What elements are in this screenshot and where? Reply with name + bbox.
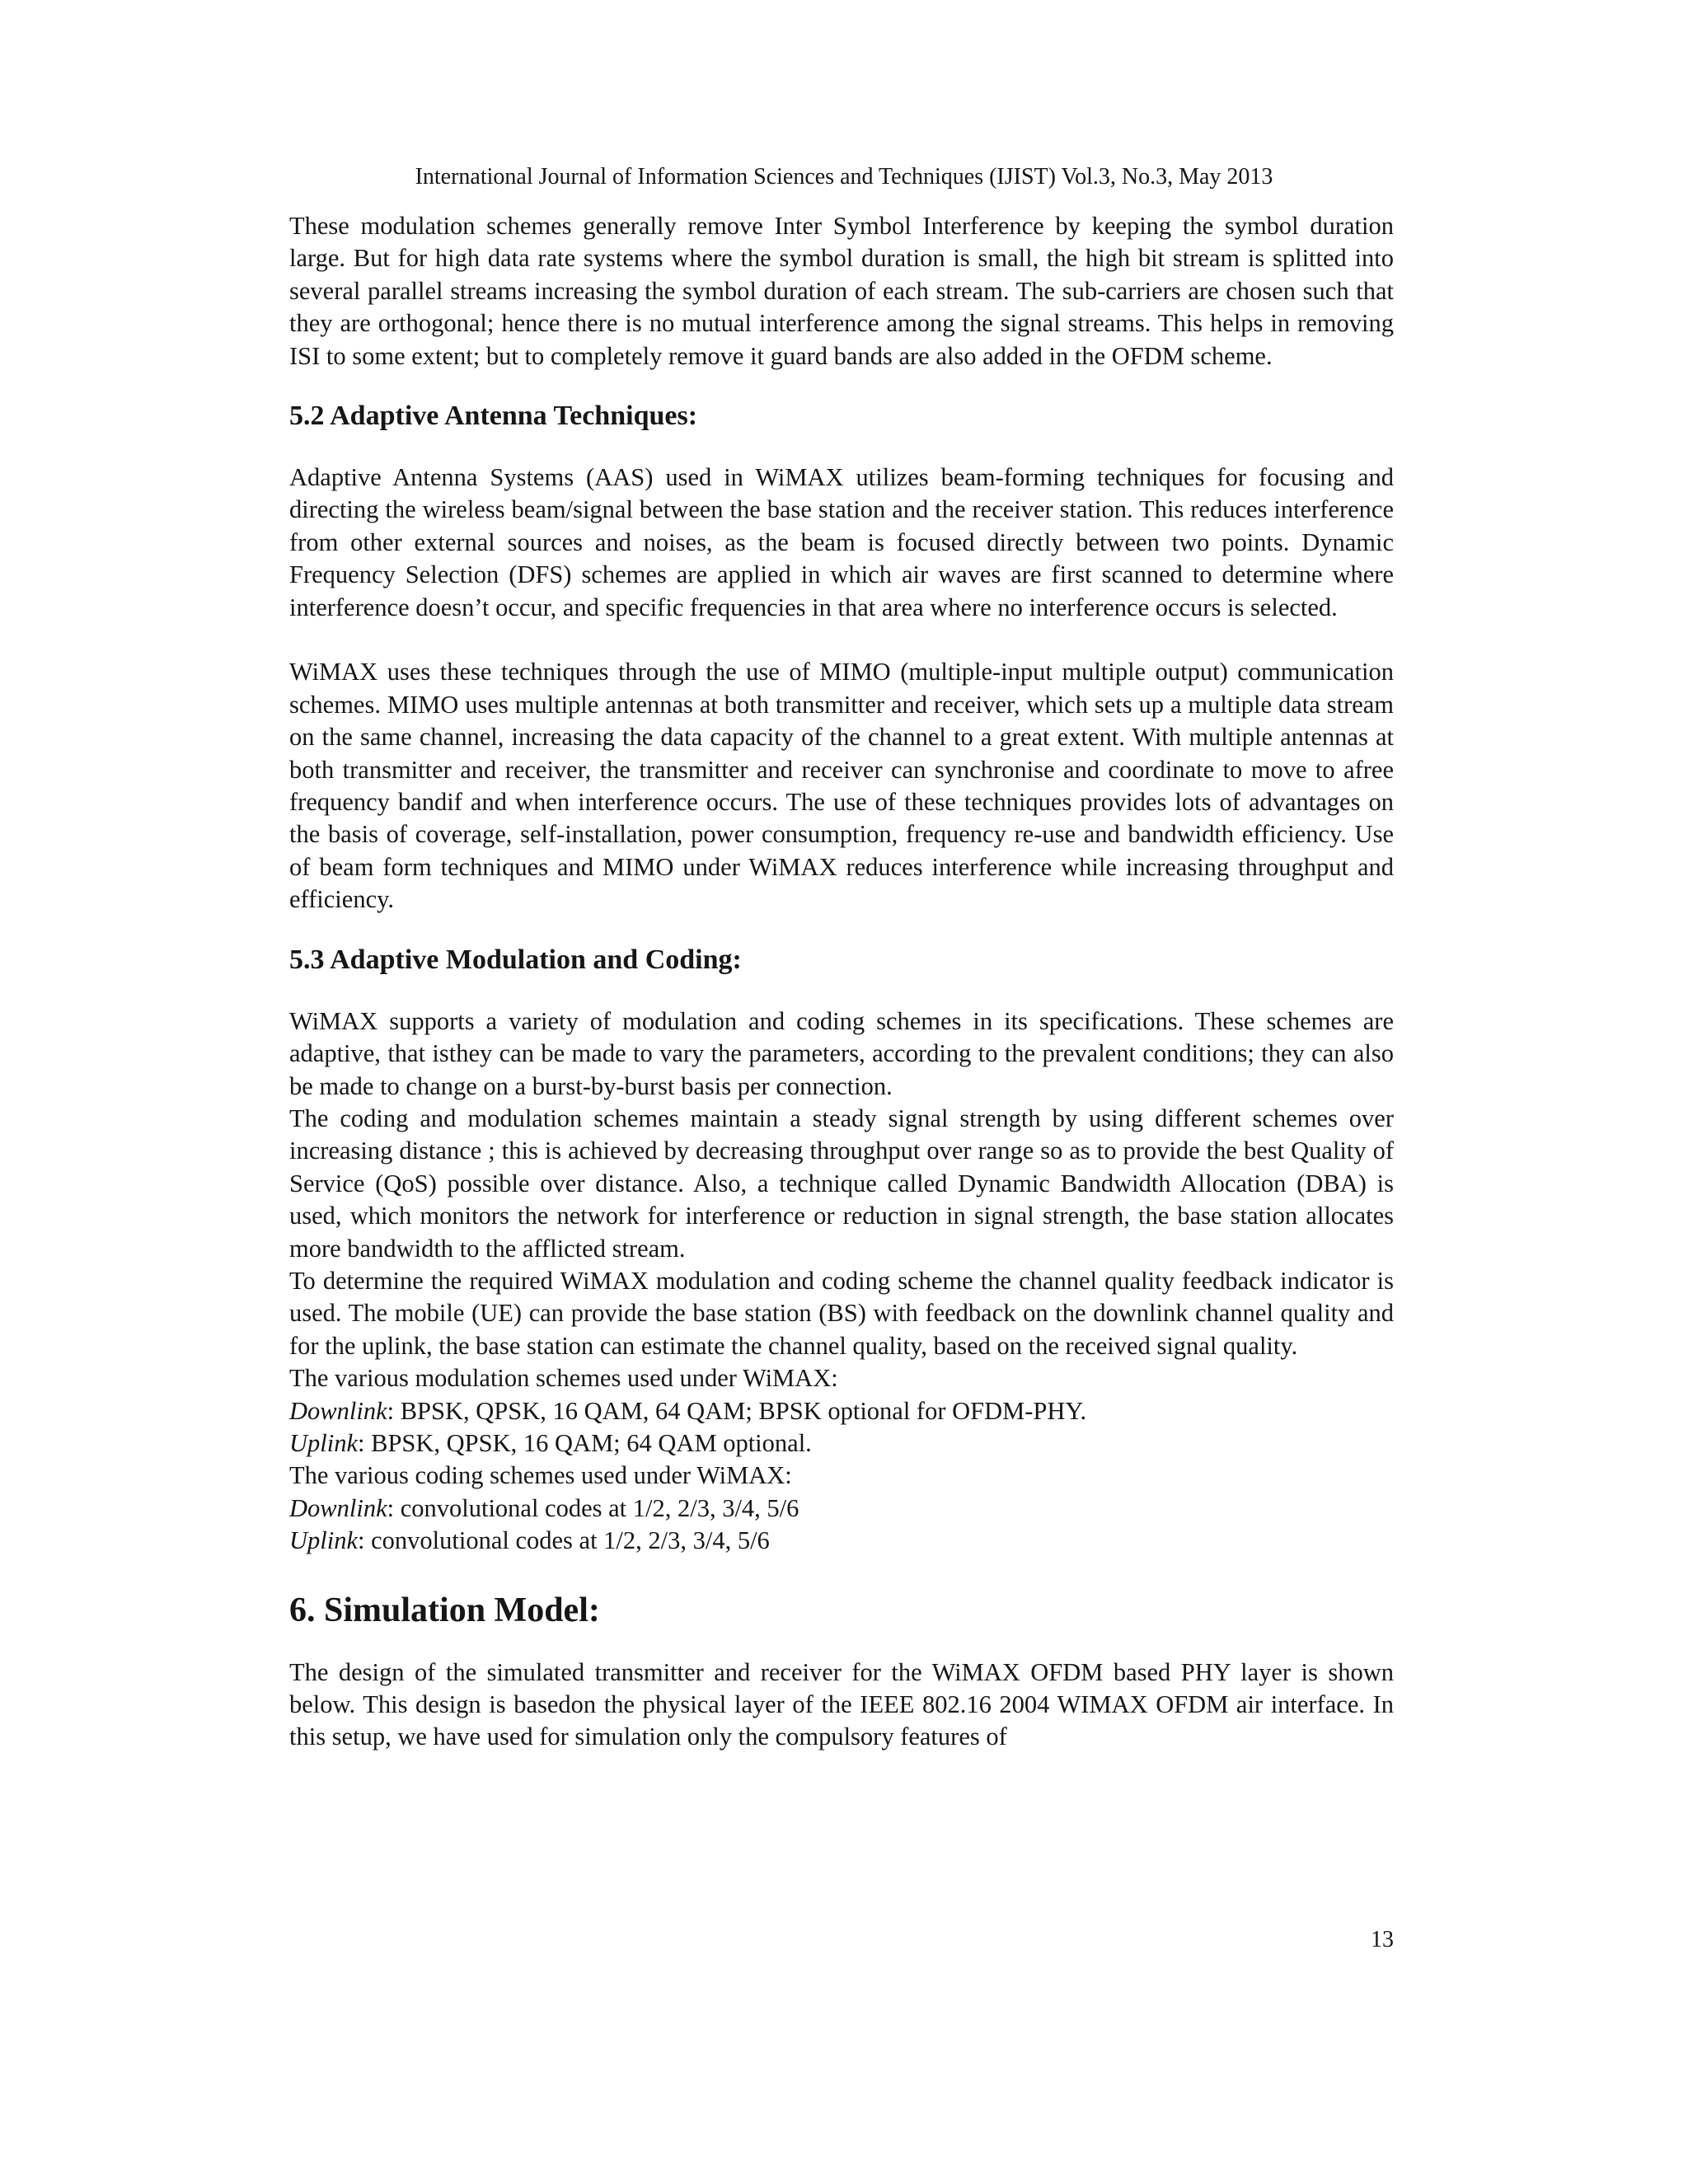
section-5-2-paragraph-2: WiMAX uses these techniques through the use of MIMO (multiple-input multiple output) communication schemes. MIMO uses multiple antennas at both transmitter and receiver, which sets up a multiple data stream on the same channel, increasing the data capacity of the channel to a great extent. With multiple antennas at both transmitter and receiver, the transmitter and receiver can synchronise and coordinate to move to afree frequency bandif and when interference occurs. The use of these techniques provides lots of advantages on the basis of coverage, self-installation, power consumption, frequency re-use and bandwidth efficiency. Use of beam form techniques and MIMO under WiMAX reduces interference while increasing throughput and efficiency.	[289, 658, 1394, 914]
section-6-heading: 6. Simulation Model:	[289, 1591, 600, 1629]
section-5-2-paragraph-1: Adaptive Antenna Systems (AAS) used in WiMAX utilizes beam-forming techniques for focusing and directing the wireless beam/signal between the base station and the receiver station. This reduces interference from other external sources and noises, as the beam is focused directly between two points. Dynamic Frequency Selection (DFS) schemes are applied in which air waves are first scanned to determine where interference doesn’t occur, and specific frequencies in that area where no interference occurs is selected.	[289, 463, 1394, 621]
coding-uplink-text: : convolutional codes at 1/2, 2/3, 3/4, 5/6	[358, 1526, 770, 1555]
page-content	[289, 210, 1394, 1754]
modulation-downlink-text: : BPSK, QPSK, 16 QAM, 64 QAM; BPSK optional for OFDM-PHY.	[387, 1396, 1087, 1425]
modulation-downlink-line	[289, 1395, 1394, 1427]
modulation-uplink-label: Uplink	[289, 1428, 359, 1457]
coding-schemes-intro: The various coding schemes used under WiMAX:	[289, 1461, 792, 1490]
section-5-3-heading: 5.3 Adaptive Modulation and Coding:	[289, 944, 742, 975]
page-number: 13	[1371, 1927, 1394, 1952]
modulation-downlink-label: Downlink	[289, 1396, 387, 1425]
coding-downlink-line	[289, 1493, 1394, 1525]
coding-downlink-label: Downlink	[289, 1493, 387, 1522]
section-5-2-heading: 5.2 Adaptive Antenna Techniques:	[289, 401, 698, 432]
running-header: International Journal of Information Sciences and Techniques (IJIST) Vol.3, No.3, May 2013	[415, 164, 1273, 190]
section-5-3-paragraph-1: WiMAX supports a variety of modulation and coding schemes in its specifications. These schemes are adaptive, that isthey can be made to vary the parameters, according to the prevalent conditions; they can also be made to change on a burst-by-burst basis per connection.	[289, 1006, 1394, 1100]
coding-uplink-line	[289, 1525, 1394, 1557]
intro-paragraph: These modulation schemes generally remove Inter Symbol Interference by keeping the symbol duration large. But for high data rate systems where the symbol duration is small, the high bit stream is splitted into several parallel streams increasing the symbol duration of each stream. The sub-carriers are chosen such that they are orthogonal; hence there is no mutual interference among the signal streams. This helps in removing ISI to some extent; but to completely remove it guard bands are also added in the OFDM scheme.	[289, 212, 1394, 370]
modulation-uplink-line	[289, 1427, 1394, 1460]
section-6-paragraph-1: The design of the simulated transmitter and receiver for the WiMAX OFDM based PHY layer is shown below. This design is basedon the physical layer of the IEEE 802.16 2004 WIMAX OFDM air interface. In this setup, we have used for simulation only the compulsory features of	[289, 1657, 1394, 1751]
modulation-uplink-text: : BPSK, QPSK, 16 QAM; 64 QAM optional.	[358, 1428, 812, 1457]
coding-uplink-label: Uplink	[289, 1526, 359, 1555]
section-5-3-paragraph-2: The coding and modulation schemes maintain a steady signal strength by using different schemes over increasing distance ; this is achieved by decreasing throughput over range so as to provide the best Quality of Service (QoS) possible over distance. Also, a technique called Dynamic Bandwidth Allocation (DBA) is used, which monitors the network for interference or reduction in signal strength, the base station allocates more bandwidth to the afflicted stream.	[289, 1104, 1394, 1263]
coding-downlink-text: : convolutional codes at 1/2, 2/3, 3/4, 5/6	[387, 1493, 799, 1522]
modulation-schemes-intro: The various modulation schemes used under WiMAX:	[289, 1364, 838, 1393]
section-5-3-paragraph-3: To determine the required WiMAX modulation and coding scheme the channel quality feedback indicator is used. The mobile (UE) can provide the base station (BS) with feedback on the downlink channel quality and for the uplink, the base station can estimate the channel quality, based on the received signal quality.	[289, 1266, 1394, 1360]
